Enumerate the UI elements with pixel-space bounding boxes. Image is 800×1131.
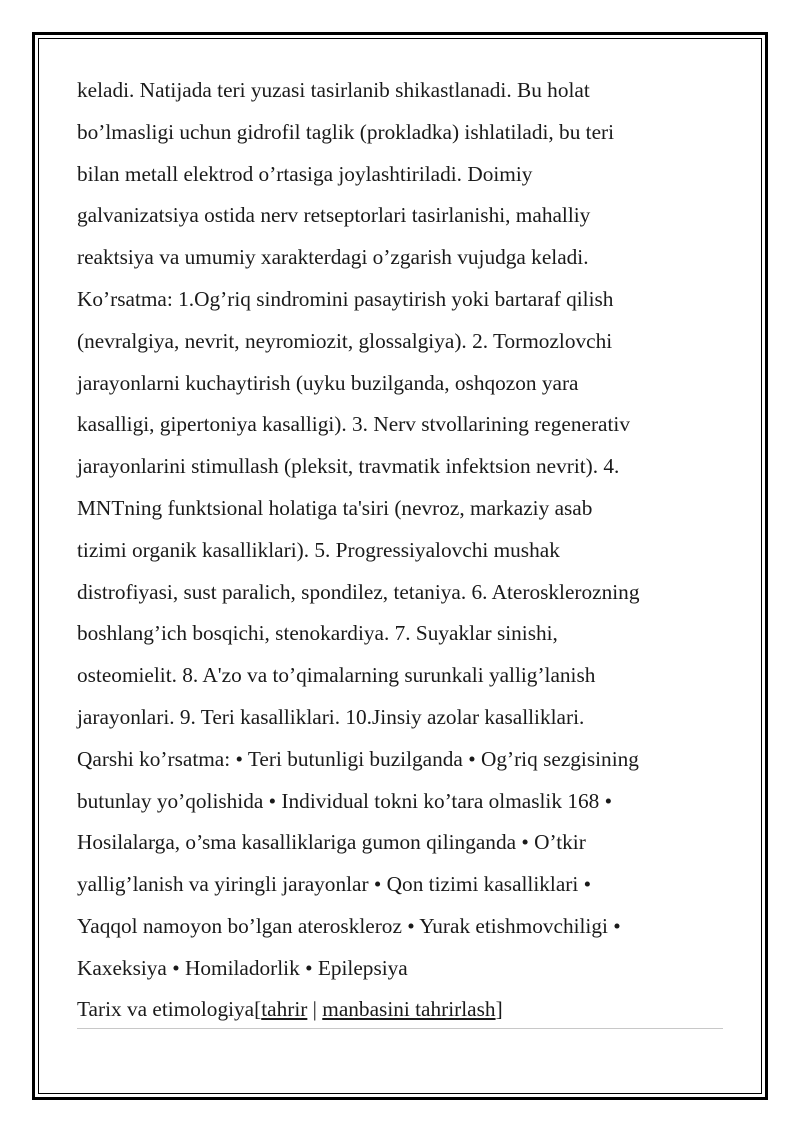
- section-heading-title: Tarix va etimologiya: [77, 996, 255, 1021]
- text-line: Qarshi ko’rsatma: • Teri butunligi buzilganda • Og’riq sezgisining: [77, 746, 639, 771]
- text-line: (nevralgiya, nevrit, neyromiozit, glossalgiya). 2. Tormozlovchi: [77, 328, 613, 353]
- text-line: MNTning funktsional holatiga ta'siri (nevroz, markaziy asab: [77, 495, 593, 520]
- text-line: bo’lmasligi uchun gidrofil taglik (prokladka) ishlatiladi, bu teri: [77, 119, 615, 144]
- text-line: Ko’rsatma: 1.Og’riq sindromini pasaytirish yoki bartaraf qilish: [77, 286, 614, 311]
- close-bracket: ]: [495, 996, 503, 1021]
- text-line: reaktsiya va umumiy xarakterdagi o’zgarish vujudga keladi.: [77, 245, 589, 270]
- text-line: jarayonlarini stimullash (pleksit, travmatik infektsion nevrit). 4.: [77, 454, 620, 479]
- text-line: Yaqqol namoyon bo’lgan ateroskleroz • Yurak etishmovchiligi •: [77, 913, 621, 938]
- text-line: boshlang’ich bosqichi, stenokardiya. 7. Suyaklar sinishi,: [77, 621, 558, 646]
- text-line: jarayonlarni kuchaytirish (uyku buzilganda, oshqozon yara: [77, 370, 579, 395]
- section-heading: [77, 990, 723, 1029]
- edit-source-link[interactable]: manbasini tahrirlash: [322, 996, 496, 1021]
- open-bracket: [: [254, 996, 262, 1021]
- text-line: yallig’lanish va yiringli jarayonlar • Qon tizimi kasalliklari •: [77, 872, 592, 897]
- text-line: jarayonlari. 9. Teri kasalliklari. 10.Jinsiy azolar kasalliklari.: [77, 704, 585, 729]
- edit-link[interactable]: tahrir: [261, 996, 308, 1021]
- text-line: Hosilalarga, o’sma kasalliklariga gumon qilinganda • O’tkir: [77, 830, 586, 855]
- text-line: butunlay yo’qolishida • Individual tokni ko’tara olmaslik 168 •: [77, 788, 613, 813]
- text-line: osteomielit. 8. A'zo va to’qimalarning surunkali yallig’lanish: [77, 663, 596, 688]
- text-line: bilan metall elektrod o’rtasiga joylashtiriladi. Doimiy: [77, 161, 533, 186]
- text-line: Kaxeksiya • Homiladorlik • Epilepsiya: [77, 955, 408, 980]
- document-body: [77, 70, 727, 1029]
- text-line: galvanizatsiya ostida nerv retseptorlari tasirlanishi, mahalliy: [77, 203, 591, 228]
- text-line: keladi. Natijada teri yuzasi tasirlanib shikastlanadi. Bu holat: [77, 78, 590, 102]
- text-line: tizimi organik kasalliklari). 5. Progressiyalovchi mushak: [77, 537, 560, 562]
- text-line: distrofiyasi, sust paralich, spondilez, tetaniya. 6. Aterosklerozning: [77, 579, 640, 604]
- text-line: kasalligi, gipertoniya kasalligi). 3. Nerv stvollarining regenerativ: [77, 412, 630, 437]
- link-separator: |: [307, 996, 323, 1021]
- body-text: [77, 70, 727, 990]
